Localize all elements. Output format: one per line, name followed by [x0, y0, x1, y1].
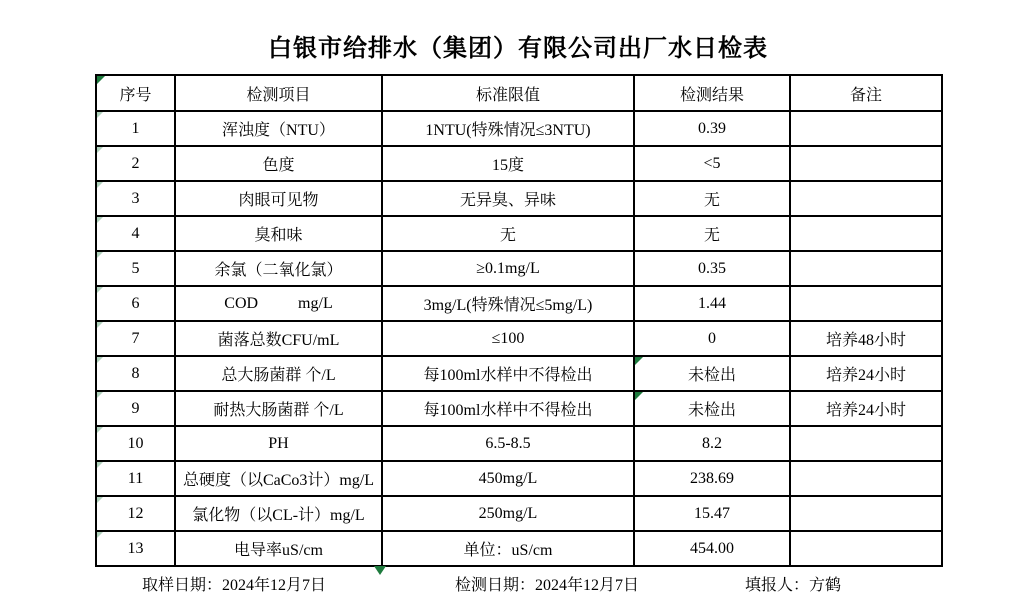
cell-item: 总大肠菌群 个/L — [175, 356, 382, 391]
cell-note: 培养24小时 — [790, 391, 942, 426]
table-row — [96, 181, 942, 216]
cell-no — [96, 181, 175, 216]
excel-note-marker-icon — [97, 287, 103, 293]
cell-no — [96, 216, 175, 251]
cell-no — [96, 146, 175, 181]
cell-item: 氯化物（以CL-计）mg/L — [175, 496, 382, 531]
cell-item: 总硬度（以CaCo3计）mg/L — [175, 461, 382, 496]
cell-no-value: 6 — [131, 294, 140, 312]
cell-no — [96, 356, 175, 391]
cell-limit: 450mg/L — [382, 461, 634, 496]
cell-item: 余氯（二氧化氯） — [175, 251, 382, 286]
cell-no — [96, 321, 175, 356]
excel-note-marker-icon — [97, 427, 103, 433]
cell-note — [790, 426, 942, 461]
cell-no-value: 2 — [131, 154, 140, 172]
cell-item: 电导率uS/cm — [175, 531, 382, 566]
page-title: 白银市给排水（集团）有限公司出厂水日检表 — [268, 36, 768, 62]
cell-limit: 单位：uS/cm — [382, 531, 634, 566]
cell-result: <5 — [634, 146, 790, 181]
test-date-label: 检测日期：2024年12月7日 — [455, 577, 640, 594]
table-row — [96, 426, 942, 461]
table-row — [96, 111, 942, 146]
cell-result: 8.2 — [634, 426, 790, 461]
table-header-row — [96, 75, 942, 111]
excel-note-marker-icon — [97, 392, 103, 398]
cell-limit: ≥0.1mg/L — [382, 251, 634, 286]
cell-note — [790, 111, 942, 146]
excel-note-marker-icon — [97, 182, 103, 188]
cell-result: 0 — [634, 321, 790, 356]
cell-result-value: 未检出 — [687, 367, 736, 384]
cell-no — [96, 461, 175, 496]
cell-note — [790, 286, 942, 321]
cell-item: PH — [175, 426, 382, 461]
cell-limit: 3mg/L(特殊情况≤5mg/L) — [382, 286, 634, 321]
cell-result: 无 — [634, 181, 790, 216]
cell-no-value: 11 — [127, 469, 144, 487]
cell-no-value: 4 — [131, 224, 140, 242]
cell-no-value: 9 — [131, 399, 140, 417]
cell-no-value: 12 — [127, 504, 144, 522]
cell-note — [790, 531, 942, 566]
cell-result: 238.69 — [634, 461, 790, 496]
cell-limit: 无异臭、异味 — [382, 181, 634, 216]
cell-limit: 无 — [382, 216, 634, 251]
cell-no-value: 13 — [127, 539, 144, 557]
cell-note — [790, 251, 942, 286]
cell-result: 0.35 — [634, 251, 790, 286]
excel-note-marker-icon — [97, 462, 103, 468]
cell-item: 肉眼可见物 — [175, 181, 382, 216]
green-selection-marker-icon — [374, 566, 386, 575]
cell-note — [790, 146, 942, 181]
table-row — [96, 321, 942, 356]
excel-note-marker-icon — [97, 532, 103, 538]
excel-note-marker-icon — [97, 252, 103, 258]
cell-result: 1.44 — [634, 286, 790, 321]
cell-item: 臭和味 — [175, 216, 382, 251]
cell-limit: 6.5-8.5 — [382, 426, 634, 461]
cell-no — [96, 531, 175, 566]
cell-result — [634, 391, 790, 426]
cell-no — [96, 391, 175, 426]
cell-no — [96, 251, 175, 286]
table-row — [96, 216, 942, 251]
cell-item: 色度 — [175, 146, 382, 181]
cell-item: COD mg/L — [175, 286, 382, 321]
cell-result: 15.47 — [634, 496, 790, 531]
header-result: 检测结果 — [634, 75, 790, 111]
table-row — [96, 146, 942, 181]
inspection-table — [95, 74, 943, 567]
excel-note-marker-icon — [97, 497, 103, 503]
cell-result: 0.39 — [634, 111, 790, 146]
cell-item: 菌落总数CFU/mL — [175, 321, 382, 356]
cell-no-value: 1 — [131, 119, 140, 137]
table-row — [96, 531, 942, 566]
header-note: 备注 — [790, 75, 942, 111]
cell-result-value: 未检出 — [687, 402, 736, 419]
cell-no-value: 7 — [131, 329, 140, 347]
table-row — [96, 286, 942, 321]
header-no — [96, 75, 175, 111]
header-limit: 标准限值 — [382, 75, 634, 111]
excel-note-marker-icon — [635, 357, 643, 365]
cell-limit: 15度 — [382, 146, 634, 181]
cell-result — [634, 356, 790, 391]
cell-result: 无 — [634, 216, 790, 251]
cell-no — [96, 286, 175, 321]
excel-note-marker-icon — [97, 76, 105, 84]
excel-note-marker-icon — [97, 112, 103, 118]
table-row — [96, 461, 942, 496]
reporter-label: 填报人：方鹤 — [745, 577, 842, 594]
cell-note — [790, 181, 942, 216]
cell-no — [96, 496, 175, 531]
cell-note — [790, 461, 942, 496]
header-item: 检测项目 — [175, 75, 382, 111]
table-row — [96, 496, 942, 531]
sampling-date-label: 取样日期：2024年12月7日 — [142, 577, 327, 594]
cell-item: 耐热大肠菌群 个/L — [175, 391, 382, 426]
cell-limit: 1NTU(特殊情况≤3NTU) — [382, 111, 634, 146]
excel-note-marker-icon — [97, 357, 103, 363]
cell-no-value: 8 — [131, 364, 140, 382]
excel-note-marker-icon — [97, 322, 103, 328]
cell-limit: 每100ml水样中不得检出 — [382, 356, 634, 391]
cell-limit: 每100ml水样中不得检出 — [382, 391, 634, 426]
cell-no — [96, 111, 175, 146]
cell-limit: 250mg/L — [382, 496, 634, 531]
cell-limit: ≤100 — [382, 321, 634, 356]
cell-note: 培养48小时 — [790, 321, 942, 356]
cell-result: 454.00 — [634, 531, 790, 566]
cell-note — [790, 216, 942, 251]
cell-no-value: 5 — [131, 259, 140, 277]
cell-no-value: 10 — [127, 434, 144, 452]
excel-note-marker-icon — [97, 147, 103, 153]
excel-note-marker-icon — [635, 392, 643, 400]
table-row — [96, 356, 942, 391]
cell-no — [96, 426, 175, 461]
cell-note: 培养24小时 — [790, 356, 942, 391]
table-row — [96, 251, 942, 286]
excel-note-marker-icon — [97, 217, 103, 223]
header-no-label: 序号 — [119, 86, 152, 104]
table-row — [96, 391, 942, 426]
cell-no-value: 3 — [131, 189, 140, 207]
cell-item: 浑浊度（NTU） — [175, 111, 382, 146]
cell-note — [790, 496, 942, 531]
